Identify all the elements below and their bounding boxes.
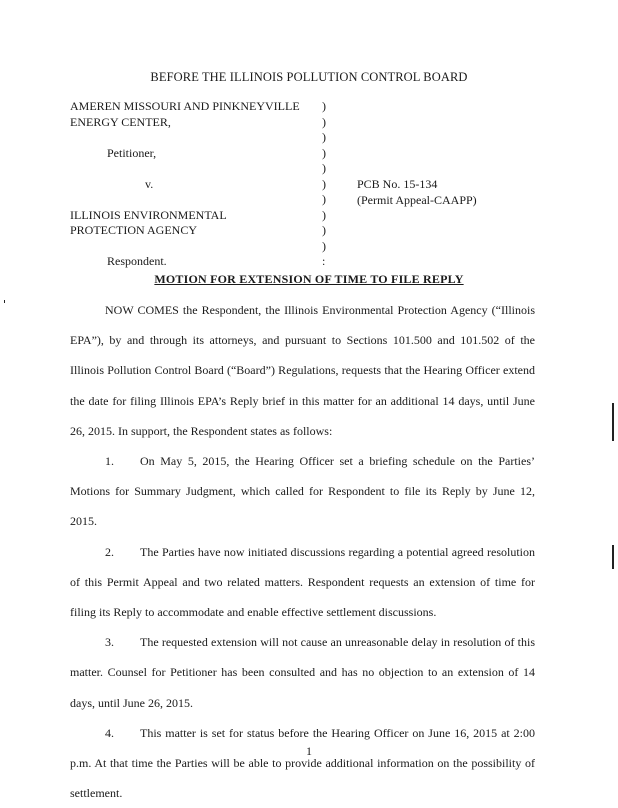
paragraph-number: 3. [105,635,114,650]
caption-paren: ) [322,130,326,144]
petitioner-label: Petitioner, [107,145,157,160]
case-caption-parties [70,99,300,270]
case-number: PCB No. 15-134 [357,177,438,191]
numbered-paragraph [70,537,535,628]
paragraph-text: On May 5, 2015, the Hearing Officer set a briefing schedule on the Parties’ Motions for Summary Judgment, which called for Respondent to file its Reply by June 12, 2015. [70,454,535,529]
paragraph-text: The requested extension will not cause an unreasonable delay in resolution of this matter. Counsel for Petitioner has been consulted and has no objection to an extension of 14 days, until June 26, 2015. [70,635,535,710]
scan-margin-mark [612,403,614,441]
caption-paren: ) [322,99,326,113]
paragraph-text: The Parties have now initiated discussions regarding a potential agreed resolution of this Permit Appeal and two related matters. Respondent requests an extension of time for filing its Reply to accommodate and enable effective settlement discussions. [70,544,535,620]
numbered-paragraph [70,446,535,537]
board-title: BEFORE THE ILLINOIS POLLUTION CONTROL BOARD [150,70,468,84]
scan-margin-mark [4,300,5,303]
caption-paren: : [322,254,326,268]
caption-paren: ) [322,207,326,222]
respondent-name-line2: PROTECTION AGENCY [70,223,198,237]
intro-paragraph: NOW COMES the Respondent, the Illinois Environmental Protection Agency (“Illinois EPA”), by and through its attorneys, and pursuant to Sections 101.500 and 101.502 of the Illinois Pollution Control Board (“Board”) Regulations, requests that the Hearing Officer extend the date for filing Illinois EPA’s Reply brief in this matter for an additional 14 days, until June 26, 2015. In support, the Respondent states as follows: [70,303,535,438]
case-info [357,177,477,208]
versus-label: v. [145,176,154,191]
scan-margin-mark [612,545,614,569]
respondent-label: Respondent. [107,254,167,268]
caption-paren: ) [322,176,326,191]
caption-paren: ) [322,238,326,253]
motion-title: MOTION FOR EXTENSION OF TIME TO FILE REPLY [154,272,464,286]
motion-body [70,295,535,808]
case-type: (Permit Appeal-CAAPP) [357,192,477,207]
paragraph-number: 4. [105,725,114,740]
caption-paren: ) [322,161,326,175]
paragraph-number: 2. [105,544,114,559]
paragraph-number: 1. [105,454,114,469]
numbered-paragraph [70,718,535,808]
caption-paren: ) [322,192,326,206]
numbered-paragraph [70,627,535,718]
respondent-name-line1: ILLINOIS ENVIRONMENTAL [70,207,227,222]
paragraph-text: This matter is set for status before the Hearing Officer on June 16, 2015 at 2:00 p.m. At that time the Parties will be able to provide additional information on the possibility of settlement. [70,725,535,801]
petitioner-name-line1: AMEREN MISSOURI AND PINKNEYVILLE [70,99,300,113]
caption-paren: ) [322,145,326,160]
petitioner-name-line2: ENERGY CENTER, [70,114,171,129]
page-number: 1 [306,744,312,758]
caption-paren: ) [322,114,326,129]
caption-paren: ) [322,223,326,237]
caption-parentheses [322,99,326,270]
